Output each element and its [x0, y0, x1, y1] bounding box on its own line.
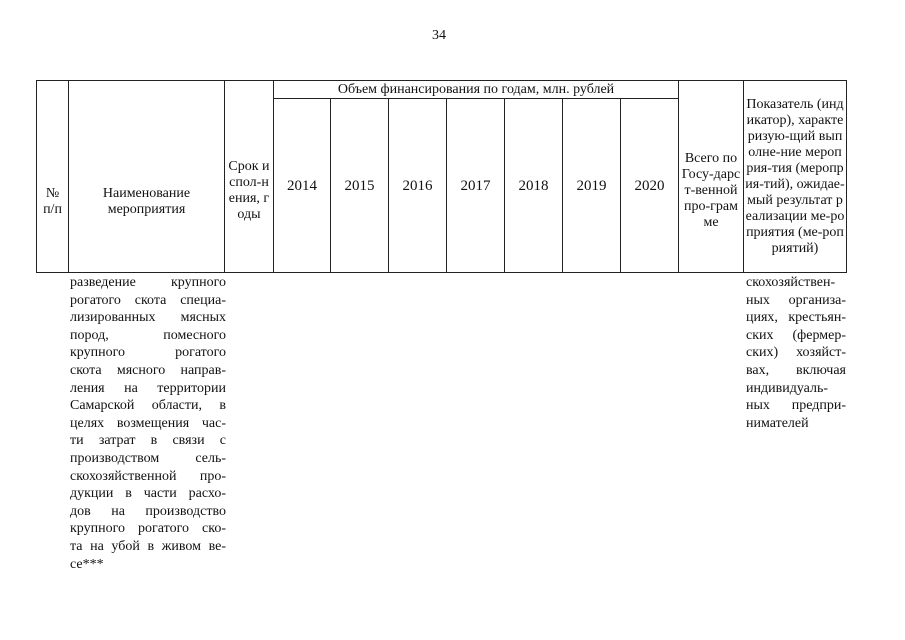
- indicator-line: ских) хозяйст-: [746, 345, 846, 361]
- indicator-line: скохозяйствен-: [746, 275, 836, 290]
- measure-line: дов на производство: [70, 503, 226, 519]
- measure-line: се***: [70, 556, 104, 572]
- page-number: 34: [432, 28, 446, 43]
- measure-line: крупного рогатого: [70, 345, 226, 361]
- indicator-line: индивидуаль-: [746, 380, 829, 396]
- header-term-label: Срок испол-нения, годы: [228, 158, 270, 222]
- measure-line: та на убой в живом ве-: [70, 538, 226, 554]
- header-num-label: № п/п: [43, 185, 62, 217]
- header-financing: Объем финансирования по годам, млн. рублей: [274, 81, 679, 99]
- header-year-2018: 2018: [505, 99, 563, 273]
- measure-line: дукции в части расхо-: [70, 486, 226, 502]
- program-table-header: [36, 80, 847, 273]
- header-year-2017: 2017: [447, 99, 505, 273]
- indicator-line: нимателей: [746, 415, 809, 431]
- header-year-2020: 2020: [621, 99, 679, 273]
- indicator-line: циях, крестьян-: [746, 310, 846, 326]
- header-indicator: [744, 81, 847, 273]
- measure-line: разведение крупного: [70, 275, 226, 290]
- header-measure-name: [69, 81, 225, 273]
- header-measure-name-label: Наименование мероприятия: [102, 185, 191, 217]
- header-year-2016: 2016: [389, 99, 447, 273]
- indicator-description: [746, 274, 846, 432]
- header-year-2019: 2019: [563, 99, 621, 273]
- indicator-line: ных предпри-: [746, 398, 846, 414]
- indicator-line: вах, включая: [746, 362, 846, 378]
- header-year-2015: 2015: [331, 99, 389, 273]
- header-indicator-label: Показатель (индикатор), характеризую-щий выполне-ние мероприя-тия (мероприя-тий), ожидае-мый результат реализации ме-роприятия (ме-роприятий): [745, 96, 845, 256]
- header-total-label: Всего по Госу-дарст-венной про-грамме: [681, 150, 741, 230]
- measure-line: рогатого скота специа-: [70, 292, 226, 308]
- measure-line: ти затрат в связи с: [70, 433, 226, 449]
- measure-line: целях возмещения час-: [70, 415, 226, 431]
- measure-line: пород, помесного: [70, 327, 226, 343]
- header-term: [225, 81, 274, 273]
- header-num: [37, 81, 69, 273]
- header-total: [679, 81, 744, 273]
- header-year-2014: 2014: [274, 99, 331, 273]
- measure-line: Самарской области, в: [70, 398, 226, 414]
- measure-line: крупного рогатого ско-: [70, 521, 226, 537]
- measure-line: лизированных мясных: [70, 310, 226, 326]
- indicator-line: ских (фермер-: [746, 327, 846, 343]
- measure-line: скота мясного направ-: [70, 362, 226, 378]
- measure-description: [70, 274, 226, 573]
- measure-line: ления на территории: [70, 380, 226, 396]
- indicator-line: ных организа-: [746, 292, 846, 308]
- measure-line: производством сель-: [70, 450, 226, 466]
- measure-line: скохозяйственной про-: [70, 468, 226, 484]
